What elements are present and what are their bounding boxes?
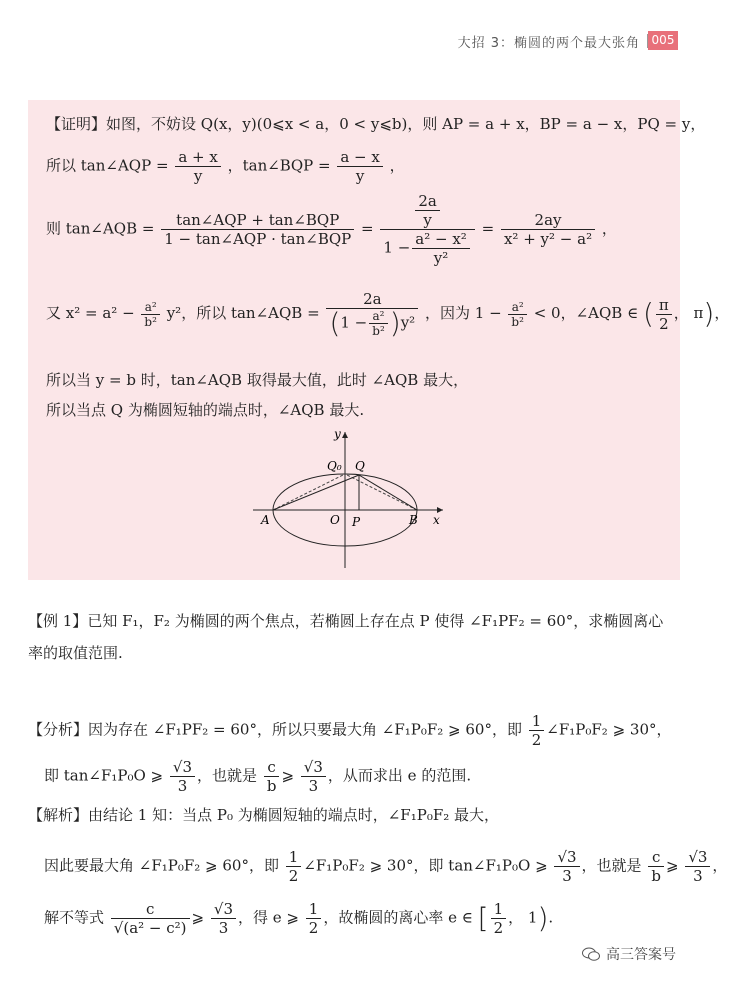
proof-line-5: 所以当 y = b 时，tan∠AQB 取得最大值，此时 ∠AQB 最大，: [46, 371, 469, 389]
watermark: [582, 944, 676, 964]
label-x: x: [433, 513, 440, 527]
chapter-title: 大招 3：椭圆的两个最大张角: [457, 36, 640, 51]
label-p: P: [352, 515, 361, 529]
label-q: Q: [355, 459, 365, 473]
analysis-line-2: 即 tan∠F₁P₀O ⩾ $\frac{√3}{3}$ ，也就是 $\frac{c}{b}$ ⩾ $\frac{√3}{3}$ ，从而求出 e 的范围.: [44, 758, 472, 795]
label-o: O: [330, 513, 340, 527]
proof-line-3: 则 tan∠AQB = $\frac{\text{tan∠AQP + tan∠BQP}}{\text{1 − tan∠AQP · tan∠BQP}}$ = $\frac{2a}{y}$ 1 − $\frac{\text{a² − x²}}{\text{y²}}$ = $\frac{2ay}{\text{x² + y² − a²}}$ ，: [46, 192, 617, 267]
ellipse-figure: [243, 428, 453, 570]
analysis-line-1: 【分析】因为存在 ∠F₁PF₂ = 60°，所以只要最大角 ∠F₁P₀F₂ ⩾ 60°，即 $\frac{1}{2}$ ∠F₁P₀F₂ ⩾ 30°，: [28, 712, 672, 749]
proof-line-4: 又 x² = a² − $\frac{\text{a²}}{\text{b²}}$ y²，所以 tan∠AQB = 2a (1 − $\frac{\text{a²}}{\text{b²}}$ )y² ，因为 1 − $\frac{\text{a²}}{\text{b²}}$ < 0，∠AQB ∈ ( $\frac{\pi}{2}$ ， π)，: [46, 290, 729, 340]
example-line-2: 率的取值范围.: [28, 644, 123, 662]
page-number: 005: [648, 31, 678, 50]
label-a: A: [261, 513, 270, 527]
solution-line-2: 因此要最大角 ∠F₁P₀F₂ ⩾ 60°，即 $\frac{1}{2}$ ∠F₁P₀F₂ ⩾ 30°，即 tan∠F₁P₀O ⩾ $\frac{√3}{3}$ ，也就是 $\frac{c}{b}$ ⩾ $\frac{√3}{3}$ ，: [44, 848, 728, 885]
analysis-tag: 【分析】: [28, 720, 89, 739]
proof-line-6: 所以当点 Q 为椭圆短轴的端点时，∠AQB 最大.: [46, 401, 365, 419]
label-q0: Q₀: [327, 459, 342, 473]
solution-tag: 【解析】: [28, 806, 89, 824]
proof-line-2: 所以 tan∠AQP = $\frac{a + x}{y}$ ，tan∠BQP = $\frac{a - x}{y}$ ，: [46, 148, 405, 185]
example-line-1: 【例 1】已知 F₁，F₂ 为椭圆的两个焦点，若椭圆上存在点 P 使得 ∠F₁PF₂ = 60°，求椭圆离心: [28, 612, 664, 630]
wechat-icon: [582, 947, 600, 961]
proof-tag: 【证明】: [46, 115, 107, 133]
proof-line-1: 【证明】如图，不妨设 Q(x，y)(0⩽x < a，0 < y⩽b)，则 AP = a + x，BP = a − x，PQ = y，: [46, 115, 706, 133]
proof-box: [28, 100, 729, 580]
example-tag: 【例 1】: [28, 612, 88, 630]
solution-line-3: 解不等式 $\frac{c}{\text{√(a² − c²)}}$ ⩾ $\frac{√3}{3}$ ，得 e ⩾ $\frac{1}{2}$ ，故椭圆的离心率 e ∈ [ $\frac{1}{2}$ ， 1).: [44, 900, 554, 937]
watermark-text: 高三答案号: [606, 947, 676, 963]
label-b: B: [409, 513, 418, 527]
page-header: [0, 28, 698, 52]
solution-line-1: 【解析】由结论 1 知：当点 P₀ 为椭圆短轴的端点时，∠F₁P₀F₂ 最大，: [28, 806, 500, 824]
label-y: y: [334, 427, 341, 441]
